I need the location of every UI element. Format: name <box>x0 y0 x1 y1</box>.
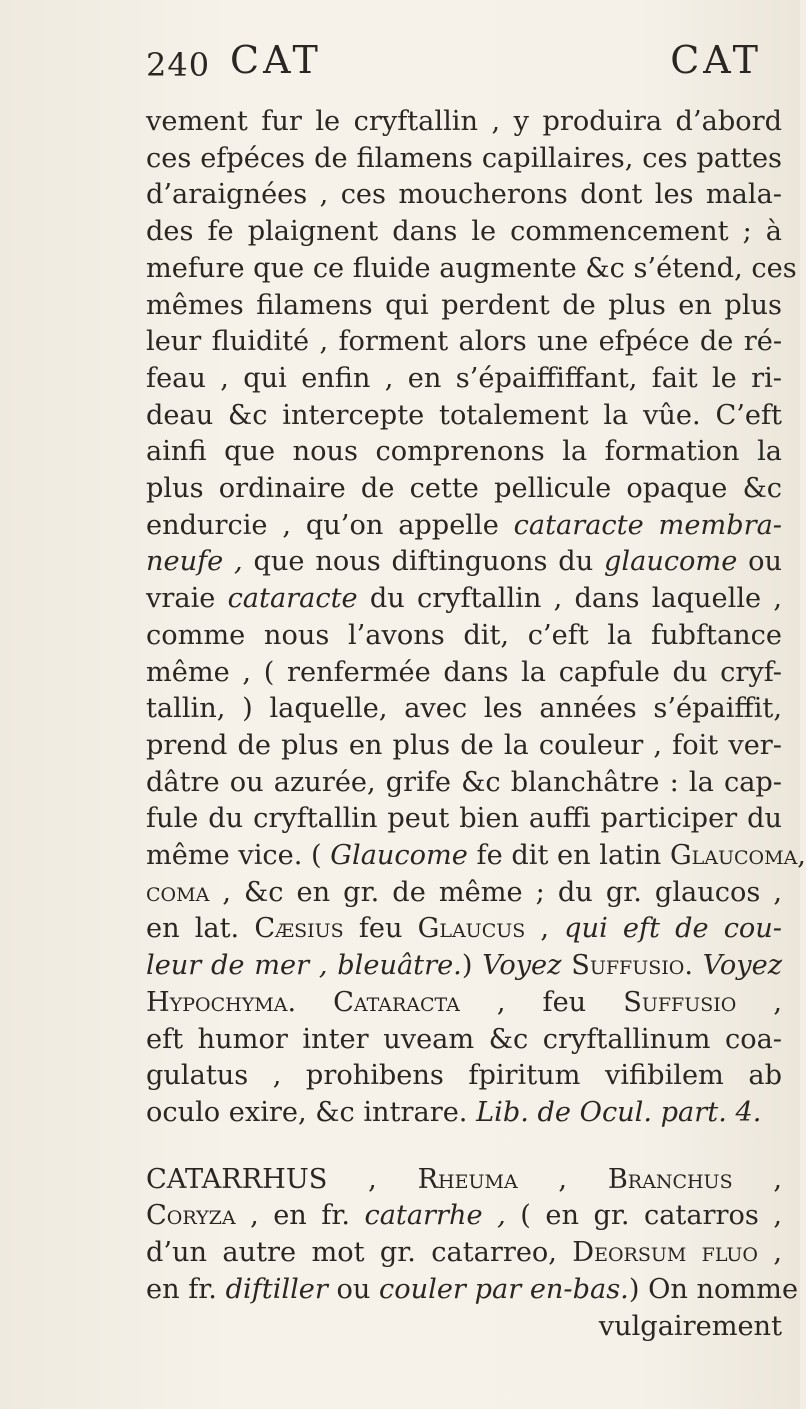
text-line <box>146 104 782 141</box>
text-segment: , <box>736 986 782 1018</box>
text-line <box>146 1272 799 1309</box>
text-line <box>146 765 782 802</box>
text-segment: ( en gr. catarros , <box>505 1200 782 1232</box>
italic-text: Voyez <box>482 950 562 982</box>
text-segment: dâtre ou azurée, grife &c blanchâtre : la cap- <box>146 766 782 798</box>
text-segment: , &c en gr. de même ; du gr. glaucos , <box>209 876 782 908</box>
text-segment: eft humor inter uveam &c cryftallinum coa- <box>146 1023 782 1055</box>
text-line <box>146 1198 782 1235</box>
text-segment: d’un autre mot gr. catarreo, <box>146 1237 573 1269</box>
text-line <box>146 1162 782 1199</box>
text-line <box>146 618 782 655</box>
small-caps-text: Suffusio <box>571 950 685 982</box>
italic-text: Voyez <box>702 950 783 982</box>
text-line <box>146 911 782 948</box>
text-segment: fule du cryftallin peut bien auffi participer du <box>146 803 782 835</box>
text-segment: endurcie , qu’on appelle <box>146 509 514 541</box>
left-running-head: CAT <box>230 38 322 82</box>
text-segment: . <box>684 950 703 982</box>
text-segment: , <box>732 1163 782 1195</box>
text-line <box>146 655 782 692</box>
text-segment: ces efpéces de filamens capillaires, ces pattes <box>146 142 782 174</box>
text-line <box>146 801 782 838</box>
italic-text: cataracte membra- <box>513 509 782 541</box>
text-segment: même , ( renfermée dans la capfule du cryf- <box>146 656 782 688</box>
italic-text: glaucome <box>604 546 738 578</box>
text-segment: que nous diftinguons du <box>253 546 605 578</box>
text-segment: ou <box>327 1273 380 1305</box>
italic-text: diftiller <box>225 1273 328 1305</box>
small-caps-text: Deorsum fluo <box>572 1237 759 1269</box>
text-segment: comme nous l’avons dit, c’eft la fubftance <box>146 619 782 651</box>
text-line <box>146 288 782 325</box>
small-caps-text: Hypochyma <box>146 986 288 1018</box>
italic-text: neufe , <box>146 546 254 578</box>
text-line <box>146 985 782 1022</box>
running-header <box>138 38 768 98</box>
text-segment: mefure que ce fluide augmente &c s’étend, ces <box>146 252 797 284</box>
small-caps-text: Suffusio <box>623 986 737 1018</box>
small-caps-text: Glaucoma <box>669 840 798 872</box>
text-segment: oculo exire, &c intrare. <box>146 1096 477 1128</box>
text-segment: tallin, ) laquelle, avec les années s’épaiffit, <box>146 693 782 725</box>
italic-text: leur de mer , bleuâtre. <box>146 950 462 982</box>
text-line <box>146 361 782 398</box>
text-line <box>146 141 782 178</box>
text-line <box>146 544 782 581</box>
right-running-head: CAT <box>670 38 762 82</box>
text-line <box>146 728 782 765</box>
text-segment: gulatus , prohibens fpiritum vifibilem ab <box>146 1060 782 1092</box>
text-segment: vraie <box>146 583 228 615</box>
italic-text: cataracte <box>227 583 358 615</box>
text-segment: plus ordinaire de cette pellicule opaque &c <box>146 473 782 505</box>
text-segment: du cryftallin , dans laquelle , <box>357 583 782 615</box>
text-line <box>146 398 782 435</box>
italic-text: Glaucome <box>330 840 468 872</box>
text-segment: ) On nomme <box>628 1273 799 1305</box>
italic-text: couler par en-bas. <box>379 1273 629 1305</box>
page-number: 240 <box>146 46 211 84</box>
text-line <box>146 948 782 985</box>
text-segment: ) <box>461 950 483 982</box>
text-line <box>146 1058 782 1095</box>
small-caps-text: coma <box>146 876 210 908</box>
small-caps-text: Branchus <box>607 1163 733 1195</box>
small-caps-text: Cataracta <box>333 986 460 1018</box>
text-segment: . <box>287 986 334 1018</box>
text-line <box>146 324 782 361</box>
text-segment: ainfi que nous comprenons la formation la <box>146 436 782 468</box>
small-caps-text: Coryza <box>146 1200 236 1232</box>
page-body-text <box>146 104 806 1345</box>
text-line <box>146 691 782 728</box>
text-line <box>146 838 806 875</box>
text-line <box>146 177 782 214</box>
text-line <box>146 1095 782 1132</box>
text-line <box>146 1235 782 1272</box>
text-line <box>146 1022 782 1059</box>
text-line <box>146 581 782 618</box>
text-segment: en lat. <box>146 913 255 945</box>
text-segment: deau &c intercepte totalement la vûe. C’eft <box>146 399 782 431</box>
text-segment: , <box>525 913 565 945</box>
text-segment: ou <box>737 546 782 578</box>
small-caps-text: Cæsius <box>254 913 344 945</box>
text-line <box>146 1309 782 1346</box>
text-segment: , en fr. <box>235 1200 365 1232</box>
text-segment: en fr. <box>146 1273 226 1305</box>
text-line <box>146 214 782 251</box>
text-segment: , feu <box>459 986 624 1018</box>
italic-text: Lib. de Ocul. part. 4. <box>476 1096 762 1128</box>
text-segment: des fe plaignent dans le commencement ; à <box>146 216 782 248</box>
text-segment: d’araignées , ces moucherons dont les mala- <box>146 179 782 211</box>
text-segment: , <box>517 1163 608 1195</box>
italic-text: catarrhe , <box>364 1200 506 1232</box>
text-segment: vulgairement <box>598 1310 782 1342</box>
text-segment: feu <box>343 913 418 945</box>
small-caps-text: Rheuma <box>417 1163 518 1195</box>
text-line <box>146 875 782 912</box>
text-line <box>146 434 782 471</box>
paragraph-gap <box>146 1132 782 1162</box>
text-segment: prend de plus en plus de la couleur , foit ver- <box>146 729 782 761</box>
text-line <box>146 508 782 545</box>
italic-text: qui eft de cou- <box>564 913 782 945</box>
text-segment <box>561 950 571 981</box>
small-caps-text: Glaucus <box>417 913 526 945</box>
text-segment: , <box>797 840 806 872</box>
text-segment: fe dit en latin <box>467 840 670 872</box>
text-segment: leur fluidité , forment alors une efpéce de ré- <box>146 326 782 358</box>
text-segment: feau , qui enfin , en s’épaiffiffant, fait le ri- <box>146 362 782 394</box>
text-segment: CATARRHUS , <box>146 1163 418 1195</box>
text-line <box>146 471 782 508</box>
text-segment: , <box>758 1237 782 1269</box>
text-segment: même vice. ( <box>146 840 331 872</box>
text-segment: mêmes filamens qui perdent de plus en plus <box>146 289 782 321</box>
text-line <box>146 251 797 288</box>
text-segment: vement fur le cryftallin , y produira d’abord <box>146 106 782 137</box>
